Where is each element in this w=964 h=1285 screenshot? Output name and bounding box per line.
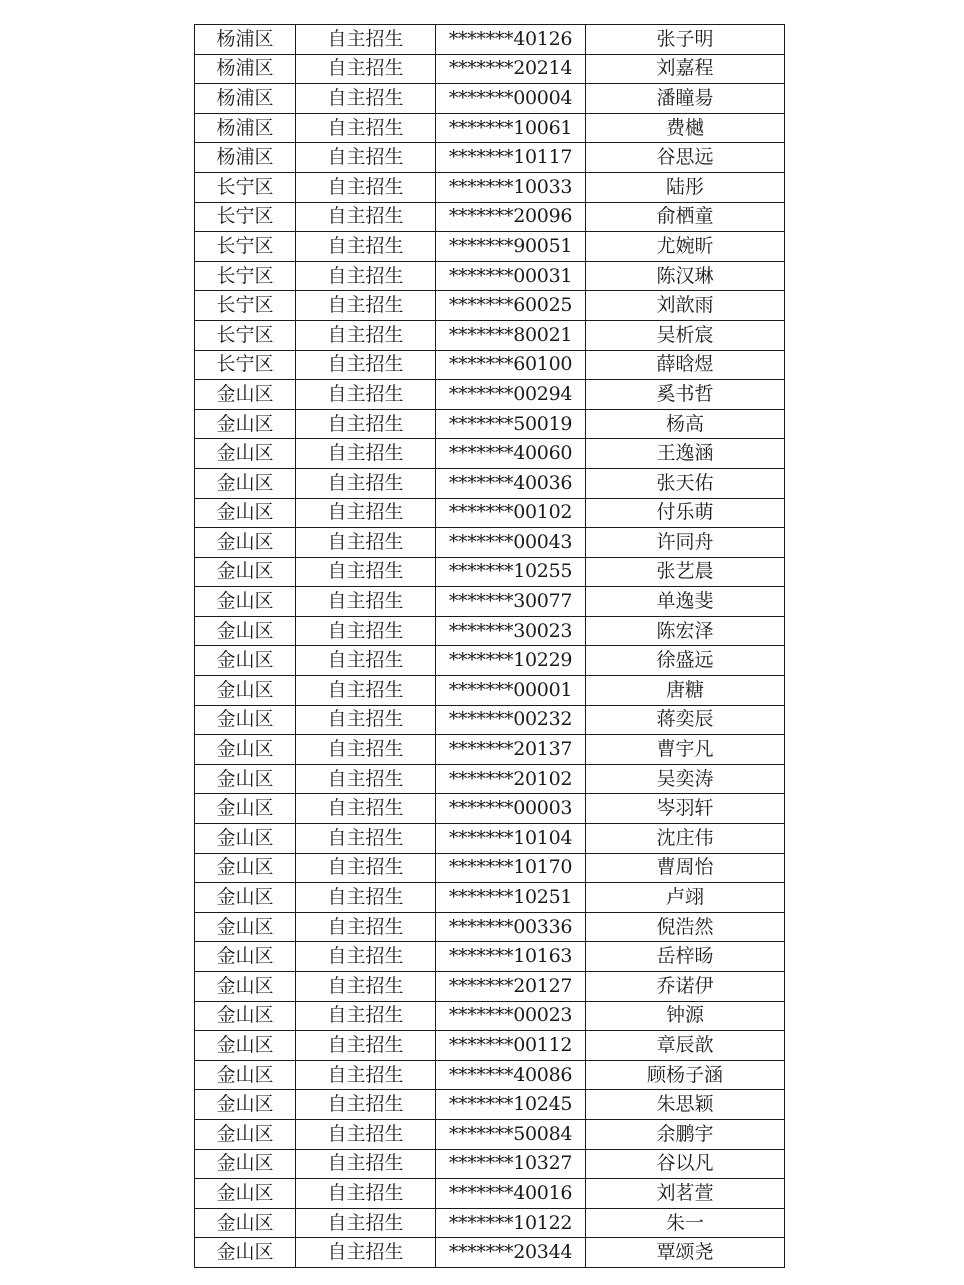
masked-id-cell: *******10255 [436,557,586,587]
district-cell: 金山区 [195,912,296,942]
student-name-cell: 费樾 [586,113,785,143]
table-row [195,1001,785,1031]
student-name-cell: 薛晗煜 [586,350,785,380]
admission-type-cell: 自主招生 [296,498,436,528]
table-row [195,468,785,498]
admission-type-cell: 自主招生 [296,528,436,558]
table-row [195,972,785,1002]
masked-id-cell: *******00112 [436,1031,586,1061]
table-row [195,202,785,232]
student-name-cell: 张子明 [586,25,785,55]
admission-type-cell: 自主招生 [296,883,436,913]
student-name-cell: 曹宇凡 [586,735,785,765]
district-cell: 金山区 [195,1090,296,1120]
masked-id-cell: *******60100 [436,350,586,380]
student-name-cell: 朱一 [586,1208,785,1238]
table-row [195,1060,785,1090]
district-cell: 长宁区 [195,350,296,380]
masked-id-cell: *******00102 [436,498,586,528]
admission-type-cell: 自主招生 [296,172,436,202]
student-name-cell: 许同舟 [586,528,785,558]
district-cell: 长宁区 [195,232,296,262]
student-name-cell: 潘瞳昜 [586,84,785,114]
masked-id-cell: *******40086 [436,1060,586,1090]
admission-type-cell: 自主招生 [296,468,436,498]
admission-type-cell: 自主招生 [296,942,436,972]
student-name-cell: 岑羽轩 [586,794,785,824]
masked-id-cell: *******50084 [436,1119,586,1149]
district-cell: 金山区 [195,1060,296,1090]
table-row [195,291,785,321]
admission-type-cell: 自主招生 [296,291,436,321]
admission-type-cell: 自主招生 [296,232,436,262]
admission-type-cell: 自主招生 [296,380,436,410]
admission-type-cell: 自主招生 [296,912,436,942]
admission-type-cell: 自主招生 [296,824,436,854]
student-name-cell: 章辰歆 [586,1031,785,1061]
district-cell: 金山区 [195,1031,296,1061]
student-name-cell: 岳梓旸 [586,942,785,972]
district-cell: 杨浦区 [195,113,296,143]
admission-type-cell: 自主招生 [296,735,436,765]
admission-type-cell: 自主招生 [296,1238,436,1268]
student-name-cell: 陈汉琳 [586,261,785,291]
masked-id-cell: *******40016 [436,1179,586,1209]
student-name-cell: 曹周怡 [586,853,785,883]
masked-id-cell: *******20102 [436,764,586,794]
table-row [195,54,785,84]
student-name-cell: 唐糖 [586,676,785,706]
table-row [195,261,785,291]
student-name-cell: 谷思远 [586,143,785,173]
masked-id-cell: *******40060 [436,439,586,469]
district-cell: 金山区 [195,853,296,883]
district-cell: 金山区 [195,468,296,498]
table-row [195,528,785,558]
district-cell: 长宁区 [195,261,296,291]
admission-type-cell: 自主招生 [296,320,436,350]
roster-sheet [194,24,782,1268]
admission-type-cell: 自主招生 [296,1179,436,1209]
district-cell: 金山区 [195,616,296,646]
student-name-cell: 张艺晨 [586,557,785,587]
district-cell: 金山区 [195,972,296,1002]
district-cell: 金山区 [195,498,296,528]
table-row [195,1119,785,1149]
student-name-cell: 陆彤 [586,172,785,202]
admission-type-cell: 自主招生 [296,557,436,587]
district-cell: 金山区 [195,824,296,854]
student-name-cell: 谷以凡 [586,1149,785,1179]
student-name-cell: 俞栖童 [586,202,785,232]
admission-type-cell: 自主招生 [296,764,436,794]
district-cell: 金山区 [195,380,296,410]
table-row [195,1179,785,1209]
district-cell: 金山区 [195,1119,296,1149]
table-row [195,439,785,469]
table-row [195,735,785,765]
student-name-cell: 尤婉昕 [586,232,785,262]
admission-type-cell: 自主招生 [296,616,436,646]
masked-id-cell: *******60025 [436,291,586,321]
student-name-cell: 刘茗萱 [586,1179,785,1209]
admission-type-cell: 自主招生 [296,705,436,735]
student-name-cell: 吴奕涛 [586,764,785,794]
masked-id-cell: *******10104 [436,824,586,854]
district-cell: 金山区 [195,1179,296,1209]
district-cell: 金山区 [195,557,296,587]
student-name-cell: 奚书哲 [586,380,785,410]
student-name-cell: 付乐萌 [586,498,785,528]
district-cell: 金山区 [195,735,296,765]
student-name-cell: 张天佑 [586,468,785,498]
district-cell: 金山区 [195,794,296,824]
table-row [195,350,785,380]
admission-type-cell: 自主招生 [296,853,436,883]
student-name-cell: 顾杨子涵 [586,1060,785,1090]
table-row [195,1208,785,1238]
roster-body [195,25,785,1268]
district-cell: 金山区 [195,705,296,735]
masked-id-cell: *******10327 [436,1149,586,1179]
table-row [195,84,785,114]
masked-id-cell: *******10170 [436,853,586,883]
masked-id-cell: *******10251 [436,883,586,913]
district-cell: 金山区 [195,1238,296,1268]
table-row [195,587,785,617]
district-cell: 杨浦区 [195,84,296,114]
table-row [195,232,785,262]
table-row [195,942,785,972]
table-row [195,143,785,173]
admission-type-cell: 自主招生 [296,1031,436,1061]
masked-id-cell: *******80021 [436,320,586,350]
table-row [195,1031,785,1061]
student-name-cell: 蒋奕辰 [586,705,785,735]
table-row [195,646,785,676]
student-name-cell: 吴析宸 [586,320,785,350]
admission-type-cell: 自主招生 [296,794,436,824]
district-cell: 金山区 [195,1001,296,1031]
table-row [195,25,785,55]
admission-type-cell: 自主招生 [296,261,436,291]
table-row [195,824,785,854]
student-name-cell: 刘歆雨 [586,291,785,321]
admission-type-cell: 自主招生 [296,1149,436,1179]
masked-id-cell: *******50019 [436,409,586,439]
masked-id-cell: *******20096 [436,202,586,232]
table-row [195,557,785,587]
masked-id-cell: *******00001 [436,676,586,706]
admission-type-cell: 自主招生 [296,25,436,55]
table-row [195,380,785,410]
table-row [195,912,785,942]
admission-type-cell: 自主招生 [296,202,436,232]
table-row [195,498,785,528]
district-cell: 金山区 [195,883,296,913]
masked-id-cell: *******00232 [436,705,586,735]
masked-id-cell: *******10229 [436,646,586,676]
admission-type-cell: 自主招生 [296,972,436,1002]
masked-id-cell: *******10033 [436,172,586,202]
admission-type-cell: 自主招生 [296,409,436,439]
table-row [195,1090,785,1120]
district-cell: 金山区 [195,646,296,676]
masked-id-cell: *******30077 [436,587,586,617]
table-row [195,794,785,824]
masked-id-cell: *******40126 [436,25,586,55]
masked-id-cell: *******20137 [436,735,586,765]
table-row [195,676,785,706]
admission-type-cell: 自主招生 [296,1090,436,1120]
admission-type-cell: 自主招生 [296,646,436,676]
student-name-cell: 徐盛远 [586,646,785,676]
masked-id-cell: *******90051 [436,232,586,262]
table-row [195,616,785,646]
district-cell: 杨浦区 [195,25,296,55]
masked-id-cell: *******10061 [436,113,586,143]
district-cell: 杨浦区 [195,143,296,173]
district-cell: 金山区 [195,528,296,558]
table-row [195,320,785,350]
masked-id-cell: *******00023 [436,1001,586,1031]
masked-id-cell: *******40036 [436,468,586,498]
admission-type-cell: 自主招生 [296,1119,436,1149]
student-name-cell: 杨高 [586,409,785,439]
district-cell: 金山区 [195,439,296,469]
district-cell: 长宁区 [195,202,296,232]
admission-type-cell: 自主招生 [296,1001,436,1031]
table-row [195,113,785,143]
admission-type-cell: 自主招生 [296,143,436,173]
admission-roster-table [194,24,785,1268]
table-row [195,764,785,794]
student-name-cell: 覃颂尧 [586,1238,785,1268]
masked-id-cell: *******00003 [436,794,586,824]
admission-type-cell: 自主招生 [296,54,436,84]
table-row [195,853,785,883]
student-name-cell: 王逸涵 [586,439,785,469]
masked-id-cell: *******10122 [436,1208,586,1238]
table-row [195,172,785,202]
student-name-cell: 陈宏泽 [586,616,785,646]
table-row [195,1149,785,1179]
masked-id-cell: *******00004 [436,84,586,114]
admission-type-cell: 自主招生 [296,676,436,706]
masked-id-cell: *******20127 [436,972,586,1002]
student-name-cell: 朱思颖 [586,1090,785,1120]
masked-id-cell: *******30023 [436,616,586,646]
district-cell: 长宁区 [195,320,296,350]
admission-type-cell: 自主招生 [296,84,436,114]
student-name-cell: 单逸斐 [586,587,785,617]
district-cell: 金山区 [195,409,296,439]
table-row [195,1238,785,1268]
admission-type-cell: 自主招生 [296,1208,436,1238]
admission-type-cell: 自主招生 [296,1060,436,1090]
student-name-cell: 倪浩然 [586,912,785,942]
student-name-cell: 沈庄伟 [586,824,785,854]
district-cell: 长宁区 [195,172,296,202]
district-cell: 金山区 [195,764,296,794]
student-name-cell: 卢翊 [586,883,785,913]
admission-type-cell: 自主招生 [296,439,436,469]
masked-id-cell: *******00031 [436,261,586,291]
district-cell: 金山区 [195,676,296,706]
masked-id-cell: *******10245 [436,1090,586,1120]
masked-id-cell: *******20214 [436,54,586,84]
district-cell: 金山区 [195,1208,296,1238]
masked-id-cell: *******10117 [436,143,586,173]
table-row [195,705,785,735]
masked-id-cell: *******00043 [436,528,586,558]
student-name-cell: 乔诺伊 [586,972,785,1002]
student-name-cell: 刘嘉程 [586,54,785,84]
district-cell: 杨浦区 [195,54,296,84]
admission-type-cell: 自主招生 [296,350,436,380]
table-row [195,883,785,913]
table-row [195,409,785,439]
masked-id-cell: *******20344 [436,1238,586,1268]
district-cell: 金山区 [195,587,296,617]
student-name-cell: 钟源 [586,1001,785,1031]
masked-id-cell: *******00294 [436,380,586,410]
district-cell: 长宁区 [195,291,296,321]
admission-type-cell: 自主招生 [296,587,436,617]
masked-id-cell: *******10163 [436,942,586,972]
district-cell: 金山区 [195,1149,296,1179]
masked-id-cell: *******00336 [436,912,586,942]
admission-type-cell: 自主招生 [296,113,436,143]
student-name-cell: 余鹏宇 [586,1119,785,1149]
district-cell: 金山区 [195,942,296,972]
